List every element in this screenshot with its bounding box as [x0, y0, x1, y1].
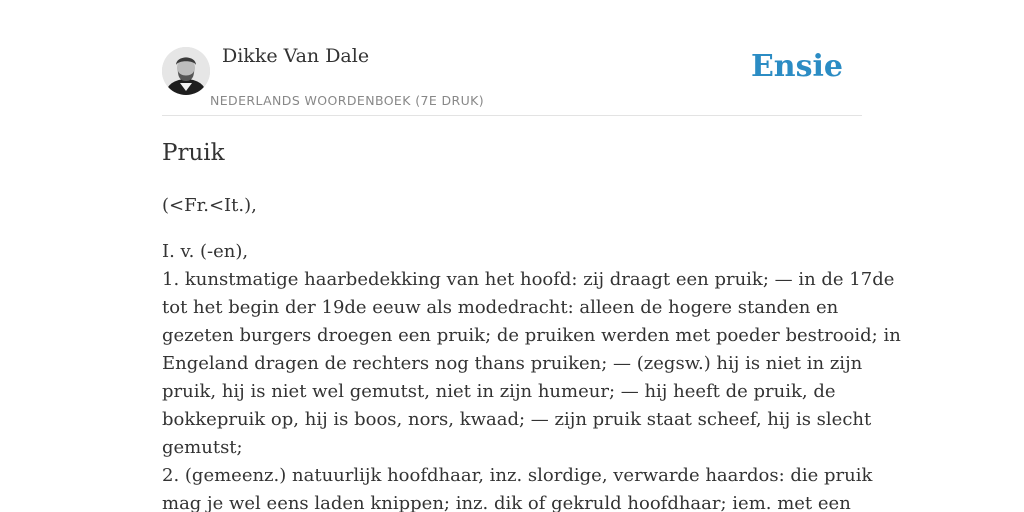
source-label[interactable]: NEDERLANDS WOORDENBOEK (7E DRUK)	[210, 93, 485, 108]
author-name[interactable]: Dikke Van Dale	[222, 45, 370, 67]
portrait-icon	[162, 47, 210, 95]
definition-line: 1. kunstmatige haarbedekking van het hoofd: zij draagt een pruik; — in de 17de	[162, 269, 895, 290]
entry-body	[162, 192, 901, 512]
definition-line: gemutst;	[162, 437, 243, 458]
etymology: (<Fr.<It.),	[162, 195, 257, 216]
author-avatar[interactable]	[162, 47, 210, 95]
definition-line: tot het begin der 19de eeuw als modedracht: alleen de hogere standen en	[162, 297, 839, 318]
definition-line: 2. (gemeenz.) natuurlijk hoofdhaar, inz. slordige, verwarde haardos: die pruik	[162, 465, 873, 486]
definition-line: Engeland dragen de rechters nog thans pruiken; — (zegsw.) hij is niet in zijn	[162, 353, 863, 374]
definition-line: I. v. (-en),	[162, 241, 249, 262]
header	[162, 0, 862, 116]
definition-line: bokkepruik op, hij is boos, nors, kwaad; — zijn pruik staat scheef, hij is slecht	[162, 409, 872, 430]
definition-line: mag je wel eens laden knippen; inz. dik of gekruld hoofdhaar; iem. met een	[162, 493, 851, 512]
definition-line: pruik, hij is niet wel gemutst, niet in zijn humeur; — hij heeft de pruik, de	[162, 381, 836, 402]
entry-title: Pruik	[162, 140, 225, 166]
brand-logo[interactable]: Ensie	[750, 49, 843, 84]
definition-line: gezeten burgers droegen een pruik; de pruiken werden met poeder bestrooid; in	[162, 325, 901, 346]
content-container	[162, 0, 901, 512]
